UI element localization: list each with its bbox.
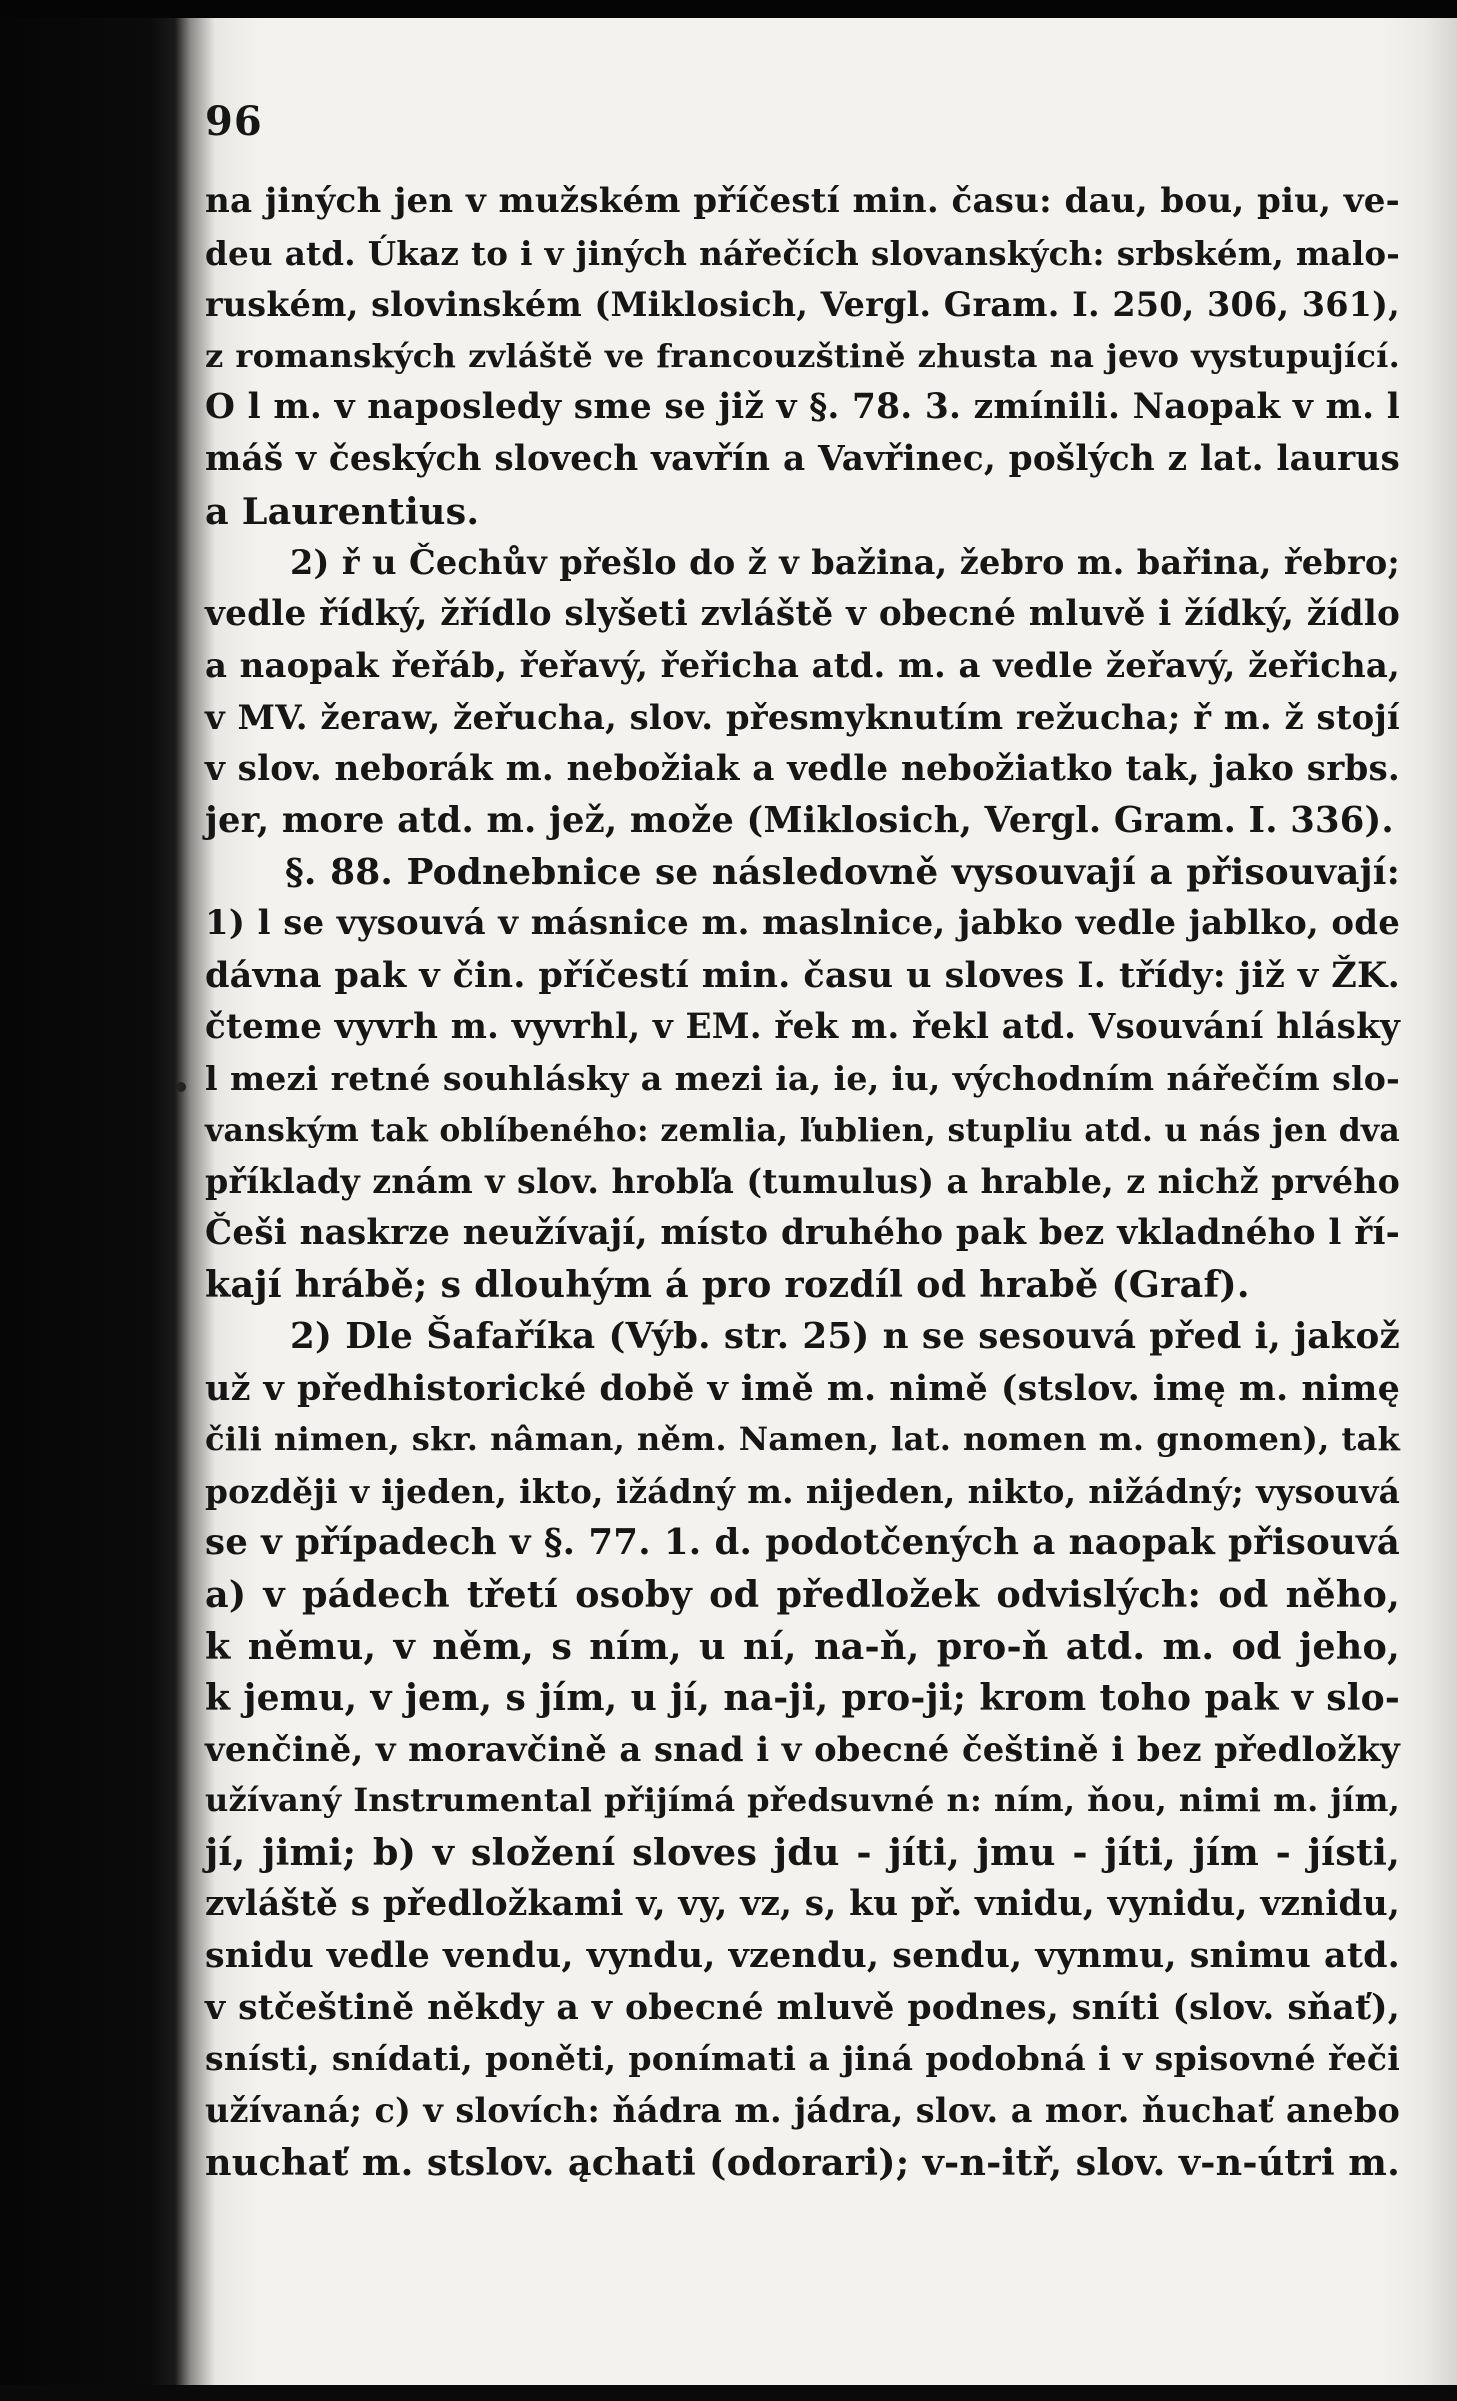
text-line-33: jí, jimi; b) v složení sloves jdu - jíti, jmu - jíti, jím - jísti,: [205, 1831, 1400, 1874]
text-line-29: k němu, v něm, s ním, u ní, na-ň, pro-ň atd. m. od jeho,: [205, 1624, 1400, 1668]
text-line-1: na jiných jen v mužském příčestí min. času: dau, bou, piu, ve-: [205, 181, 1400, 221]
text-line-30: k jemu, v jem, s jím, u jí, na-ji, pro-ji; krom toho pak v slo-: [205, 1676, 1400, 1720]
text-line-9: vedle řídký, žřídlo slyšeti zvláště v obecné mluvě i žídký, žídlo: [205, 593, 1400, 634]
text-line-21: Češi naskrze neužívají, místo druhého pak bez vkladného l ří-: [205, 1212, 1400, 1253]
text-line-20: příklady znám v slov. hrobľa (tumulus) a hrable, z nichž prvého: [205, 1162, 1400, 1202]
ink-speck: [176, 1082, 186, 1092]
text-line-11: v MV. žeraw, žeřucha, slov. přesmyknutím režucha; ř m. ž stojí: [205, 696, 1400, 737]
text-line-26: později v ijeden, ikto, ižádný m. nijeden, nikto, nižádný; vysouvá: [205, 1471, 1400, 1511]
text-line-10: a naopak řeřáb, řeřavý, řeřicha atd. m. a vedle žeřavý, žeřicha,: [205, 645, 1400, 686]
text-line-22: kají hrábě; s dlouhým á pro rozdíl od hrabě (Graf).: [205, 1263, 1250, 1307]
text-line-19: vanským tak oblíbeného: zemlia, ľublien, stupliu atd. u nás jen dva: [205, 1111, 1400, 1149]
text-line-15: 1) l se vysouvá v másnice m. maslnice, jabko vedle jablko, ode: [205, 903, 1400, 944]
text-line-12: v slov. neborák m. nebožiak a vedle nebožiatko tak, jako srbs.: [205, 748, 1400, 789]
text-line-36: v stčeštině někdy a v obecné mluvě podnes, sníti (slov. sňať),: [205, 1986, 1400, 2028]
text-line-7: a Laurentius.: [205, 489, 480, 533]
text-line-13: jer, more atd. m. jež, može (Miklosich, Vergl. Gram. I. 336).: [205, 800, 1394, 842]
scan-top-edge: [0, 0, 1457, 18]
text-line-25: čili nimen, skr. nâman, něm. Namen, lat. nomen m. gnomen), tak: [205, 1420, 1400, 1459]
text-line-8: 2) ř u Čechův přešlo do ž v bažina, žebro m. bařina, řebro;: [290, 542, 1400, 583]
text-line-17: čteme vyvrh m. vyvrhl, v EM. řek m. řekl atd. Vsouvání hlásky: [205, 1006, 1400, 1047]
text-line-37: snísti, snídati, poněti, ponímati a jiná podobná i v spisovné řeči: [205, 2039, 1400, 2079]
text-line-2: deu atd. Úkaz to i v jiných nářečích slovanských: srbském, malo-: [205, 233, 1400, 273]
text-line-4: z romanských zvláště ve francouzštině zhusta na jevo vystupující.: [205, 336, 1400, 375]
text-line-18: l mezi retné souhlásky a mezi ia, ie, iu, východním nářečím slo-: [205, 1059, 1400, 1099]
text-line-23: 2) Dle Šafaříka (Výb. str. 25) n se sesouvá před i, jakož: [290, 1315, 1400, 1358]
text-line-27: se v případech v §. 77. 1. d. podotčených a naopak přisouvá: [205, 1522, 1400, 1564]
text-line-28: a) v pádech třetí osoby od předložek odvislých: od něho,: [205, 1573, 1400, 1617]
text-line-6: máš v českých slovech vavřín a Vavřinec, pošlých z lat. laurus: [205, 438, 1400, 479]
text-line-32: užívaný Instrumental přijímá předsuvné n: ním, ňou, nimi m. jím,: [205, 1781, 1400, 1820]
text-line-31: venčině, v moravčině a snad i v obecné češtině i bez předložky: [205, 1728, 1400, 1769]
page-number: 96: [205, 98, 263, 145]
text-line-3: ruském, slovinském (Miklosich, Vergl. Gram. I. 250, 306, 361),: [205, 285, 1400, 325]
text-line-14: §. 88. Podnebnice se následovně vysouvají a přisouvají:: [285, 850, 1400, 893]
body-text: [205, 176, 1400, 2188]
text-line-38: užívaná; c) v slovích: ňádra m. jádra, slov. a mor. ňuchať anebo: [205, 2090, 1400, 2130]
text-line-34: zvláště s předložkami v, vy, vz, s, ku př. vnidu, vynidu, vznidu,: [205, 1883, 1400, 1924]
text-line-24: už v předhistorické době v imě m. nimě (stslov. imę m. nimę: [205, 1367, 1400, 1409]
text-line-5: O l m. v naposledy sme se již v §. 78. 3. zmínili. Naopak v m. l: [205, 387, 1400, 428]
scan-bottom-edge: [0, 2385, 1457, 2401]
text-line-39: nuchať m. stslov. ąchati (odorari); v-n-itř, slov. v-n-útri m.: [205, 2140, 1400, 2184]
text-line-16: dávna pak v čin. příčestí min. času u sloves I. třídy: již v ŽK.: [205, 954, 1400, 996]
text-line-35: snidu vedle vendu, vyndu, vzendu, sendu, vynmu, snimu atd.: [205, 1935, 1400, 1977]
